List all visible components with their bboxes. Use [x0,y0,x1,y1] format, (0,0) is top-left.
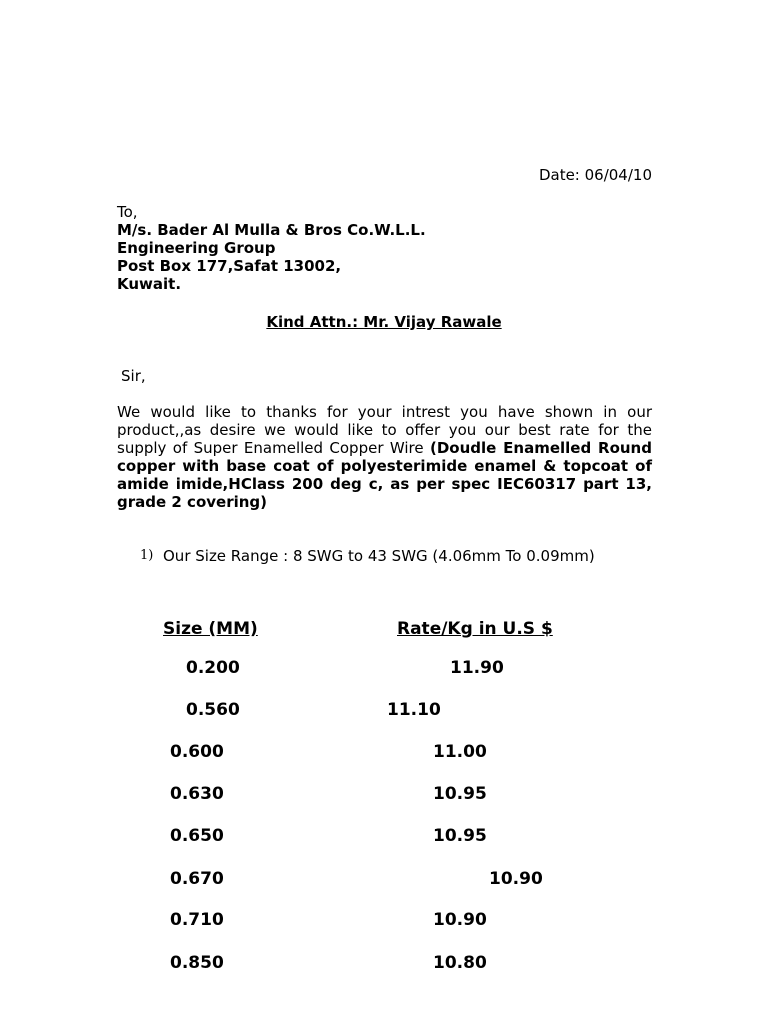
table-cell-rate: 10.80 [433,953,487,973]
recipient-address: Post Box 177,Safat 13002, [117,257,342,275]
recipient-country: Kuwait. [117,275,182,293]
body-paragraph [117,403,652,511]
table-cell-size: 0.710 [170,910,224,930]
body-plain-text: We would like to thanks for your intrest you have shown in our product,,as desire we would like to offer you our best rate for the supply of Super Enamelled Copper Wire [117,403,652,457]
table-cell-size: 0.600 [170,742,224,762]
table-cell-rate: 10.95 [433,784,487,804]
recipient-address-block [117,203,426,293]
table-cell-size: 0.560 [186,700,240,720]
size-range-point [117,547,652,565]
table-header-size: Size (MM) [163,619,258,639]
recipient-department: Engineering Group [117,239,276,257]
salutation: Sir, [121,367,146,385]
table-header-rate: Rate/Kg in U.S $ [397,619,553,639]
table-cell-rate: 10.95 [433,826,487,846]
point-text: Our Size Range : 8 SWG to 43 SWG (4.06mm To 0.09mm) [163,547,595,565]
table-cell-rate: 11.90 [450,658,504,678]
table-cell-rate: 10.90 [433,910,487,930]
letter-date: Date: 06/04/10 [538,166,652,184]
table-cell-rate: 11.10 [387,700,441,720]
table-cell-rate: 11.00 [433,742,487,762]
table-cell-size: 0.850 [170,953,224,973]
recipient-company: M/s. Bader Al Mulla & Bros Co.W.L.L. [117,221,426,239]
table-cell-size: 0.670 [170,869,224,889]
body-bold-text: (Doudle Enamelled Round copper with base coat of polyesterimide enamel & topcoat of amide imide,HClass 200 deg c, as per spec IEC60317 part 13, grade 2 covering) [117,439,652,511]
table-cell-rate: 10.90 [489,869,543,889]
to-label: To, [117,203,138,221]
table-cell-size: 0.630 [170,784,224,804]
attention-line [0,313,768,331]
point-number: 1) [140,548,154,563]
attention-text: Kind Attn.: Mr. Vijay Rawale [266,313,502,331]
table-cell-size: 0.200 [186,658,240,678]
table-cell-size: 0.650 [170,826,224,846]
